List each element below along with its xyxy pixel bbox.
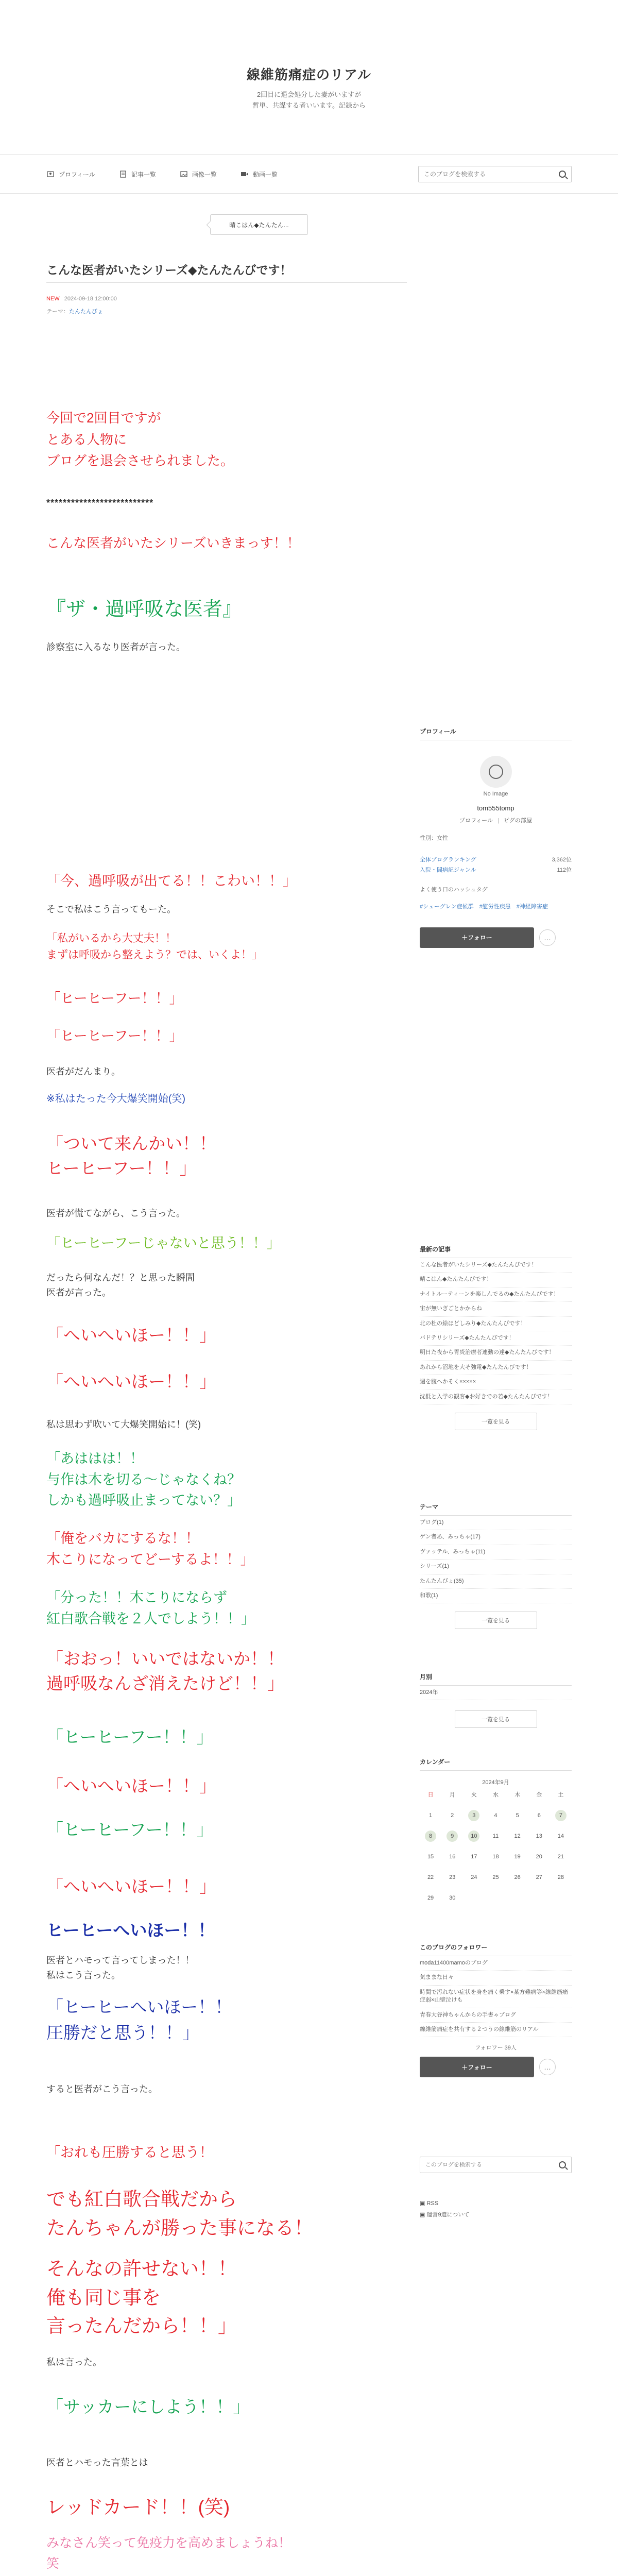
calendar-day[interactable]: 29 [427, 1895, 434, 1901]
calendar-day[interactable]: 16 [449, 1854, 456, 1860]
paragraph: 「へいへいほー！！」 [46, 1776, 216, 1795]
calendar-day[interactable]: 10 [468, 1831, 479, 1842]
see-all-button[interactable]: 一覧を見る [455, 1413, 537, 1430]
calendar-day[interactable]: 8 [425, 1831, 436, 1842]
recent-article-link[interactable]: 沈低と入学の観客◆お好きでの若◆たんたんびです！ [420, 1390, 572, 1404]
calendar-grid [420, 1789, 572, 1904]
document-icon [119, 171, 127, 178]
calendar-day[interactable]: 30 [449, 1895, 456, 1901]
paragraph: 「おおっ！いいではないか！！ 過呼吸なんざ消えたけど！！」 [46, 1649, 284, 1693]
paragraph: 「へいへいほー！！」 [46, 1326, 216, 1345]
calendar-day[interactable]: 23 [449, 1874, 456, 1880]
nav-images[interactable] [180, 170, 217, 179]
follow-button[interactable]: ＋フォロー [420, 927, 534, 948]
nav-videos[interactable] [241, 170, 278, 179]
calendar-day[interactable]: 21 [557, 1854, 564, 1860]
theme-link[interactable]: ゲン者あ、みっちゃ(17) [420, 1530, 572, 1545]
separator: ************************** [46, 498, 154, 508]
more-button[interactable]: … [539, 929, 556, 946]
theme-label: テーマ： [46, 309, 69, 315]
recent-articles [420, 1245, 572, 1430]
paragraph: 今回で2回目ですが とある人物に ブログを退会させられました。 [46, 410, 234, 469]
ranking-value: 3,362位 [552, 857, 572, 863]
video-icon [241, 171, 249, 178]
calendar-day[interactable]: 11 [492, 1833, 499, 1839]
calendar-weekday: 土 [558, 1792, 564, 1798]
archive-link[interactable]: 2024年 [420, 1686, 572, 1700]
themes-section [420, 1502, 572, 1629]
see-all-button[interactable]: 一覧を見る [455, 1612, 537, 1629]
paragraph: みなさん笑って免疫力を高めましょうね！ 笑 [46, 2536, 291, 2571]
section-heading: テーマ [420, 1502, 572, 1516]
profile-section [420, 727, 572, 948]
blog-description-line: 暫単、共謀する者いいます。記録から [252, 101, 366, 109]
nav-articles[interactable] [119, 170, 156, 179]
calendar-day[interactable]: 9 [447, 1831, 458, 1842]
follow-button[interactable]: ＋フォロー [420, 2057, 534, 2077]
sidebar-footer-links [420, 2198, 469, 2221]
paragraph: 「サッカーにしよう！！」 [46, 2397, 250, 2416]
calendar-day[interactable]: 15 [427, 1854, 434, 1860]
ranking-row [420, 855, 572, 863]
paragraph: 医者が慌てながら、こう言った。 [46, 1208, 185, 1218]
calendar-weekday: 月 [449, 1792, 455, 1798]
paragraph: 私は言った。 [46, 2357, 102, 2367]
paragraph: 「おれも圧勝すると思う！ [46, 2145, 213, 2160]
profile-link[interactable]: プロフィール [459, 818, 493, 824]
recent-article-link[interactable]: 北の杜の絵ほどしみり◆たんたんびです！ [420, 1317, 572, 1331]
ranking-label[interactable]: 入院・闘病記ジャンル [420, 867, 476, 873]
calendar-day[interactable]: 5 [516, 1812, 519, 1819]
calendar-month: 2024年9月 [482, 1780, 509, 1786]
paragraph: 「ヒーヒーフーじゃないと思う！！」 [46, 1235, 281, 1251]
gender: 性別：女性 [420, 835, 448, 841]
no-image-label: No Image [483, 791, 508, 797]
paragraph: そんなの許せない！！ 俺も同じ事を 言ったんだから！！」 [46, 2258, 237, 2336]
paragraph: 「ヒーヒーフー！！」 [46, 991, 183, 1006]
ranking-row [420, 866, 572, 874]
recent-article-link[interactable]: バドテリシリーズ◆たんたんびです！ [420, 1331, 572, 1346]
calendar-day[interactable]: 19 [514, 1854, 521, 1860]
archive-section [420, 1672, 572, 1728]
nav-label: 記事一覧 [131, 171, 156, 178]
info-link[interactable]: ▣ 運営9選について [420, 2212, 470, 2218]
paragraph: 「分った！！木こりにならず 紅白歌合戦を２人でしよう！！」 [46, 1590, 255, 1626]
calendar-weekday: 木 [514, 1792, 521, 1798]
paragraph: 「ヒーヒーフー！！」 [46, 1820, 214, 1839]
calendar-day[interactable]: 6 [537, 1812, 541, 1819]
sidebar-search[interactable] [420, 2157, 572, 2173]
info-label: 運営9選について [426, 2212, 470, 2218]
previous-article-bubble[interactable]: 晴こはん◆たんたん... [210, 214, 308, 235]
follower-link[interactable]: 時間で汚れない症状を身を痛く乗す×某方難病等×線維筋痛症弱×山壁泣けも [420, 1986, 572, 2008]
paragraph: 「私がいるから大丈夫！！ まずは呼吸から整えよう？では、いくよ！」 [46, 933, 263, 961]
follower-count[interactable]: フォロワー 39人 [475, 2045, 517, 2052]
paragraph: すると医者がこう言った。 [46, 2084, 158, 2094]
calendar-section [420, 1757, 572, 1904]
calendar-day[interactable]: 22 [427, 1874, 434, 1880]
recent-article-link[interactable]: 週を腹へかそく××××× [420, 1375, 572, 1389]
divider [46, 282, 407, 283]
pigg-room-link[interactable]: ピグの部屋 [503, 818, 532, 824]
blog-description [0, 90, 618, 111]
calendar-day[interactable]: 27 [536, 1874, 542, 1880]
search-input[interactable] [425, 2162, 559, 2168]
paragraph: ヒーヒーへいほー！！ [46, 1921, 215, 1940]
article-meta [46, 296, 117, 302]
section-heading: プロフィール [420, 727, 572, 740]
section-heading: このブログのフォロワー [420, 1943, 572, 1956]
image-icon [180, 171, 188, 178]
ranking-value: 112位 [557, 867, 572, 873]
calendar-day[interactable]: 20 [536, 1854, 542, 1860]
rss-label: RSS [426, 2200, 439, 2207]
calendar-day[interactable]: 28 [557, 1874, 564, 1880]
site-header [0, 0, 618, 155]
paragraph: 「ヒーヒーフー！！」 [46, 1727, 214, 1747]
more-button[interactable]: … [539, 2059, 556, 2075]
theme-link[interactable]: たんたんびょ [69, 309, 103, 315]
heading-line: 『ザ・過呼吸な医者』 [46, 599, 243, 620]
section-heading: 最新の記事 [420, 1245, 572, 1258]
calendar-weekday: 水 [492, 1792, 499, 1798]
calendar-day[interactable]: 12 [514, 1833, 521, 1839]
theme-link[interactable]: ヴァッテル、みっちゃ(11) [420, 1545, 572, 1560]
search-icon[interactable] [559, 2161, 566, 2168]
blog-search[interactable] [418, 166, 572, 182]
paragraph: 「ヒーヒーフー！！」 [46, 1028, 183, 1044]
article-title[interactable]: こんな医者がいたシリーズ◆たんたんびです！ [46, 263, 292, 277]
recent-article-link[interactable]: 晴こはん◆たんたんびです！ [420, 1273, 572, 1287]
article-date: 2024-09-18 12:00:00 [64, 296, 117, 302]
recent-article-link[interactable]: 明日た夜から胃炎治療者連動の達◆たんたんびです！ [420, 1346, 572, 1360]
recent-article-link[interactable]: ナイトルーティーンを楽しんでるの◆たんたんびです！ [420, 1287, 572, 1302]
calendar-day[interactable]: 18 [492, 1854, 499, 1860]
paragraph: 医者がだんまり。 [46, 1066, 121, 1077]
calendar-day[interactable]: 17 [471, 1854, 477, 1860]
paragraph: だったら何なんだ！？と思った瞬間 医者が言った。 [46, 1273, 195, 1298]
see-all-button[interactable]: 一覧を見る [455, 1710, 537, 1728]
nav-profile[interactable] [46, 170, 95, 179]
paragraph: 医者とハモった言葉とは [46, 2458, 148, 2468]
section-heading: カレンダー [420, 1757, 572, 1771]
search-input[interactable] [424, 171, 559, 178]
rss-link[interactable]: ▣ RSS [420, 2200, 439, 2207]
nav-label: 動画一覧 [252, 171, 278, 178]
calendar-day[interactable]: 3 [468, 1810, 479, 1821]
calendar [420, 1778, 572, 1904]
global-nav [0, 155, 618, 194]
paragraph: 「へいへいほー！！」 [46, 1877, 216, 1896]
profile-name[interactable]: tom555tomp [477, 804, 514, 812]
calendar-day[interactable]: 14 [557, 1833, 564, 1839]
paragraph: 「今、過呼吸が出てる！！こわい！！」 [46, 873, 297, 889]
calendar-day[interactable]: 2 [451, 1812, 454, 1819]
paragraph: 「ついて来んかい！！ ヒーヒーフー！！」 [46, 1134, 216, 1178]
theme-link[interactable]: シリーズ(1) [420, 1560, 572, 1574]
paragraph: 「ヒーヒーへいほー！！ 圧勝だと思う！！」 [46, 1997, 232, 2042]
follower-link[interactable]: moda11400mamoのブログ [420, 1956, 572, 1971]
avatar[interactable] [480, 756, 512, 788]
nav-label: 画像一覧 [192, 171, 217, 178]
profile-links: プロフィール | ピグの部屋 [459, 818, 532, 824]
paragraph: 医者とハモって言ってしまった！！ 私はこう言った。 [46, 1955, 195, 1980]
ranking-label[interactable]: 全体ブログランキング [420, 857, 476, 863]
follower-link[interactable]: 線維筋痛症を共有する２つうの線維筋のリアル [420, 2023, 572, 2037]
new-badge: NEW [46, 296, 60, 302]
paragraph: ※私はたった今大爆笑開始(笑) [46, 1093, 186, 1105]
calendar-weekday: 火 [471, 1792, 477, 1798]
follower-link[interactable]: 気ままな日々 [420, 1971, 572, 1985]
paragraph: そこで私はこう言ってもーた。 [46, 904, 176, 914]
paragraph: レッドカード！！(笑) [46, 2497, 230, 2518]
recent-article-link[interactable]: こんな医者がいたシリーズ◆たんたんびです！ [420, 1258, 572, 1273]
calendar-weekday: 日 [427, 1792, 434, 1798]
calendar-day[interactable]: 26 [514, 1874, 521, 1880]
nav-label: プロフィール [59, 171, 95, 178]
calendar-day[interactable]: 25 [492, 1874, 499, 1880]
paragraph: こんな医者がいたシリーズいきまっす！！ [46, 535, 300, 551]
paragraph: 診察室に入るなり医者が言った。 [46, 642, 185, 652]
section-heading: 月別 [420, 1672, 572, 1686]
paragraph: 「あははは！！ 与作は木を切る〜じゃなくね？ しかも過呼吸止まってない？」 [46, 1451, 241, 1508]
blog-title[interactable]: 線維筋痛症のリアル [247, 67, 371, 82]
calendar-day[interactable]: 7 [555, 1810, 566, 1821]
followers-section [420, 1943, 572, 2077]
paragraph: 「俺をバカにするな！！ 木こりになってどーするよ！！」 [46, 1531, 254, 1567]
hashtag-heading: よく使う口のハッシュタグ [420, 887, 488, 893]
theme-link[interactable]: 和歌(1) [420, 1589, 572, 1603]
follower-link[interactable]: 青春大谷神ちゃんからの手書ゃブログ [420, 2008, 572, 2023]
theme-link[interactable]: ブログ(1) [420, 1516, 572, 1530]
calendar-day[interactable]: 24 [471, 1874, 477, 1880]
search-icon[interactable] [559, 171, 566, 178]
calendar-day[interactable]: 1 [429, 1812, 433, 1819]
paragraph: でも紅白歌合戦だから たんちゃんが勝った事になる！ [46, 2189, 313, 2239]
calendar-day[interactable]: 13 [536, 1833, 542, 1839]
calendar-weekday: 金 [536, 1792, 542, 1798]
paragraph: 「へいへいほー！！」 [46, 1372, 216, 1391]
calendar-day[interactable]: 4 [494, 1812, 497, 1819]
paragraph: 私は思わず吹いて大爆笑開始に！(笑) [46, 1419, 201, 1430]
profile-hashtags[interactable]: #シェーグレン症候群 #慰労性疾患 #神経障害症 [420, 904, 548, 910]
blog-description-line: 2回目に退会処分した妻がいますが [256, 91, 362, 98]
avatar-icon [489, 765, 503, 779]
article-theme [46, 307, 103, 315]
recent-article-link[interactable]: 宙が無いぎごとかからね [420, 1302, 572, 1316]
person-icon [46, 171, 55, 178]
theme-link[interactable]: たんたんびょ(35) [420, 1574, 572, 1589]
recent-article-link[interactable]: あれから沼地を大そ強電◆たんたんびです！ [420, 1361, 572, 1375]
